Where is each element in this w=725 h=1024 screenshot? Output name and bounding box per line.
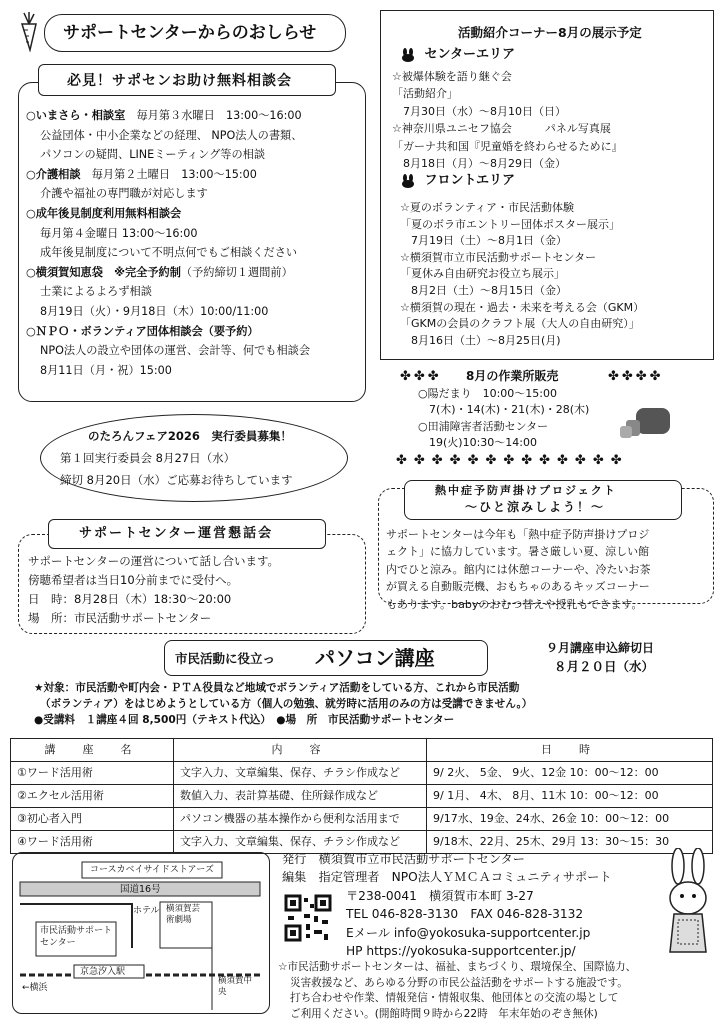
rabbit-icon [400,48,416,62]
consult-item-1-schedule: 毎月第２土曜日 13:00～15:00 [91,167,257,181]
pc-target-2: （ボランティア）をはじめようとしている方（個人の勉強、就労時に活用のみの方は受講できません。） [40,698,533,710]
course-table-header [11,739,713,762]
qr-code [284,894,332,942]
course-name: ④ワード活用術 [11,831,174,854]
table-row [11,762,713,785]
consult-item-3-desc0: 士業によるよろず相談 [40,285,152,299]
exhibit-front-0: ☆夏のボランティア・市民活動体験 [400,201,574,214]
exhibit-front-2: 7月19日（土）～8月1日（金） [400,234,567,248]
consult-item-2-name: ○成年後見制度利用無料相談会 [26,206,182,220]
heat-content [386,526,650,613]
clover-row-bottom: ✤✤✤✤✤✤✤✤✤✤✤✤✤ [396,453,629,468]
course-header-date: 日 時 [427,739,713,762]
footer-line-0: 発行 横須賀市立市民活動サポートセンター [282,852,525,866]
footer-note-3: ご利用ください。(開館時間９時から22時 年末年始のぞき無休) [290,1007,598,1020]
course-name: ②エクセル活用術 [11,785,174,808]
pc-fee: ●受講料 １講座４回 8,500円（テキスト代込） ●場 所 市民活動サポートセンター [34,714,455,726]
map-label-theater: 横須賀芸術劇場 [166,904,201,925]
footer-note [278,960,636,1022]
pc-title-box [164,640,488,676]
consult-title-box [38,64,336,96]
course-header-name: 講 座 名 [11,739,174,762]
exhibit-title: 活動紹介コーナー8月の展示予定 [458,25,642,40]
exhibit-center-2: 7月30日（水）～8月10日（日） [392,104,566,118]
sale-list [418,386,589,452]
rabbit-mascot-icon [660,848,716,963]
map-label-route16: 国道16号 [120,884,161,895]
heat-line-2: 内でひと涼み。館内には休憩コーナーや、冷たいお茶 [386,562,651,576]
consult-content [26,106,362,380]
footer-publisher [282,850,612,887]
consult-item-0-schedule: 毎月第３水曜日 13:00～16:00 [136,109,302,122]
rabbit-icon [400,174,416,188]
consult-item-4-desc1: 8月11日（月・祝）15:00 [40,363,172,377]
footer-line-1: 編集 指定管理者 NPO法人ＹＭＣＡコミュニティサポート [282,870,612,885]
map-label-yokohama: ←横浜 [22,983,48,993]
exhibit-center-3: ☆神奈川県ユニセフ協会 パネル写真展 [392,122,611,136]
exhibit-front-1: 「夏のボラ市エントリー団体ポスター展示」 [400,217,620,231]
header-carrot-icon [14,10,44,52]
consult-item-3-schedule: （予約締切１週間前） [180,265,293,279]
fair-line-1: 締切 8月20日（水）ご応募お待ちしています [60,473,293,487]
clover-row-top-left: ✤✤✤ [400,369,442,384]
course-content: 文字入力、文章編集、保存、チラシ作成など [174,762,427,785]
course-date: 9/17水、19金、24水、26金 10：00～12：00 [427,808,713,831]
consult-item-0-name: ○いまさら・相談室 [26,109,126,122]
consult-item-2-desc1: 成年後見制度について不明点何でもご相談ください [40,246,298,260]
exhibit-front-7: 「GKMの会員のクラフト展（大人の自由研究）」 [400,317,640,331]
exhibit-front-6: ☆横須賀の現在・過去・未来を考える会（GKM） [400,300,645,314]
meeting-title: サポートセンター運営懇話会 [79,526,274,541]
pc-title-small: 市民活動に役立っ [175,651,276,666]
course-content: パソコン機器の基本操作から便利な活用まで [174,808,427,831]
footer-line-4: Eメール info@yokosuka-supportcenter.jp [346,925,591,940]
exhibit-front-8: 8月16日（土）～8月25日(月) [400,333,561,347]
pc-deadline-1: ９月講座申込締切日 [546,641,655,655]
exhibit-front-3: ☆横須賀市立市民活動サポートセンター [400,250,597,264]
map-label-coaska: コースカベイサイドストアーズ [90,865,214,875]
consult-item-4-desc0: NPO法人の設立や団体の運営、会計等、何でも相談会 [40,344,311,358]
course-date: 9/18木、22月、25木、29月 13：30～15：30 [427,831,713,854]
meeting-line-1: 傍聴希望者は当日10分前までに受付へ。 [28,573,239,587]
sale-title: 8月の作業所販売 [466,369,559,383]
exhibit-center-list [392,68,623,172]
heat-title-2: ～ひと涼みしよう！～ [465,500,606,514]
meeting-content [28,552,279,628]
page-title: サポートセンターからのおしらせ [63,23,317,43]
footer-note-1: 災害救援など、あらゆる分野の市民公益活動をサポートする施設です。 [290,976,628,989]
map-label-center: 市民活動サポートセンター [40,926,113,948]
exhibit-center-label: センターエリア [424,47,516,62]
heat-title-box [404,480,682,520]
course-content: 数値入力、表計算基礎、住所録作成など [174,785,427,808]
map-label-hotel: ホテル [133,906,160,916]
meeting-line-0: サポートセンターの運営について話し合います。 [28,554,280,568]
exhibit-center-0: ☆被爆体験を語り継ぐ会 [392,70,512,83]
exhibit-front-list [400,200,644,349]
course-name: ③初心者入門 [11,808,174,831]
exhibit-center-label-row [400,46,515,65]
footer-line-5: HP https://yokosuka-supportcenter.jp/ [346,944,576,959]
pc-deadline-2: ８月２０日（水） [554,659,655,674]
consult-item-3-name: ○横須賀知恵袋 ※完全予約制 [26,265,181,279]
header-banner [44,14,346,52]
consult-item-2-desc0: 毎月第４金曜日 13:00～16:00 [40,226,198,240]
course-name: ①ワード活用術 [11,762,174,785]
footer-line-2: 〒238-0041 横須賀市本町 3-27 [346,889,534,903]
footer-note-2: 打ち合わせや作業、情報発信・情報収集、他団体との交流の場として [290,992,619,1005]
footer-note-0: ☆市民活動サポートセンターは、福祉、まちづくり、環境保全、国際協力、 [278,961,637,973]
consult-item-3-desc1: 8月19日（火）・9月18日（木）10:00/11:00 [40,304,269,318]
course-date: 9/ 1月、 4木、 8月、11木 10：00～12：00 [427,785,713,808]
heat-line-0: サポートセンターは今年も「熱中症予防声掛けプロジ [386,528,650,541]
course-header-content: 内 容 [174,739,427,762]
consult-item-0-desc0: 公益団体・中小企業などの経理、 NPO法人の書類、 [40,128,303,142]
heat-line-1: ェクト」に協力しています。暑さ厳しい夏、涼しい館 [386,545,650,559]
heat-line-3: が買える自動販売機、おもちゃのあるキッズコーナー [386,580,650,594]
pc-target-1: ★対象：市民活動や町内会・ＰＴＡ役員など地域でボランティア活動をしている方、これから市民活動 [34,682,520,694]
footer-contact [346,887,590,961]
bread-icon [618,402,674,447]
meeting-title-box [48,519,326,549]
sale-line-0: ○陽だまり 10:00～15:00 [418,387,557,400]
consult-item-4-name: ○ＮＰＯ・ボランティア団体相談会（要予約） [26,324,259,338]
map-label-station: 京急汐入駅 [80,967,126,977]
course-table [10,738,713,854]
course-date: 9/ 2火、 5金、 9火、12金 10：00～12：00 [427,762,713,785]
sale-line-1: 7(木)・14(木)・21(木)・28(木) [418,403,590,417]
exhibit-center-4: 「ガーナ共和国『児童婚を終わらせるために』 [392,139,623,153]
exhibit-front-label: フロントエリア [424,173,516,188]
consult-title: 必見！サポセンお助け無料相談会 [67,73,292,89]
table-row [11,808,713,831]
clover-row-top-right: ✤✤✤✤ [608,369,664,384]
heat-title-1: 熱中症予防声掛けプロジェクト [435,484,617,497]
sale-line-2: ○田浦障害者活動センター [418,419,549,433]
exhibit-front-4: 「夏休み自由研究お役立ち展示」 [400,267,565,281]
fair-title: のたろんフェア2026 実行委員募集！ [88,429,292,443]
footer-line-3: TEL 046-828-3130 FAX 046-828-3132 [346,907,584,922]
sale-line-3: 19(火)10:30～14:00 [418,436,537,450]
table-row [11,785,713,808]
meeting-line-3: 場 所：市民活動サポートセンター [28,611,212,625]
course-content: 文字入力、文章編集、保存、チラシ作成など [174,831,427,854]
exhibit-center-5: 8月18日（月）～8月29日（金） [392,157,566,171]
heat-line-4: もあります。babyのおむつ替えや授乳もできます。 [386,597,643,611]
consult-item-1-desc0: 介護や福祉の専門職が対応します [40,187,208,201]
exhibit-front-label-row [400,172,515,191]
consult-item-1-name: ○介護相談 [26,167,81,181]
meeting-line-2: 日 時：8月28日（木）18:30～20:00 [28,592,232,606]
fair-line-0: 第１回実行委員会 8月27日（水） [60,451,236,465]
exhibit-center-1: 「活動紹介」 [392,87,458,101]
exhibit-front-5: 8月2日（土）～8月15日（金） [400,283,567,297]
consult-item-0-desc1: パソコンの疑問、LINEミーティング等の相談 [40,148,266,162]
map-label-chuo: 横須賀中央 [218,976,253,997]
pc-title-big: パソコン講座 [315,646,435,670]
